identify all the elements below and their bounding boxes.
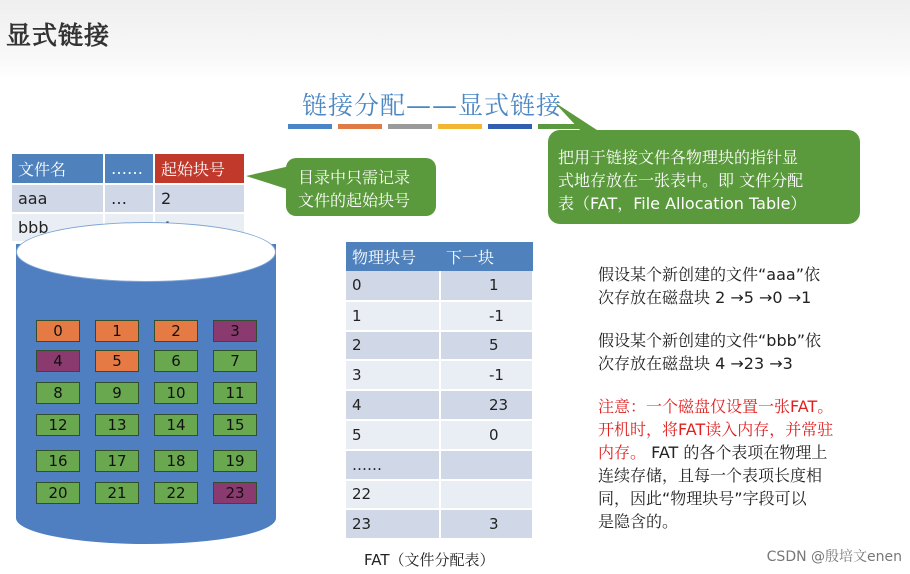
disk-block: 0 bbox=[36, 320, 80, 342]
fat-block-number: 0 bbox=[346, 271, 440, 301]
title-color-bar bbox=[488, 124, 532, 129]
callout-line: 文件的起始块号 bbox=[298, 191, 411, 210]
callout-line: 目录中只需记录 bbox=[298, 168, 411, 187]
dir-header-start-block: 起始块号 bbox=[154, 154, 245, 184]
dir-cell: … bbox=[104, 184, 154, 213]
fat-next-block: 5 bbox=[440, 331, 533, 361]
fat-block-number: 22 bbox=[346, 480, 440, 510]
para-line: 次存放在磁盘块 4 →23 →3 bbox=[598, 354, 793, 373]
title-color-bar bbox=[438, 124, 482, 129]
dir-header-filename: 文件名 bbox=[12, 154, 104, 184]
disk-block: 1 bbox=[95, 320, 139, 342]
fat-block-number: 4 bbox=[346, 390, 440, 420]
note-line-red: 内存。 bbox=[598, 443, 647, 462]
disk-block: 6 bbox=[154, 350, 198, 372]
fat-next-block: -1 bbox=[440, 360, 533, 390]
disk-block: 2 bbox=[154, 320, 198, 342]
callout-line: 把用于链接文件各物理块的指针显 bbox=[558, 148, 799, 167]
disk-top bbox=[16, 222, 276, 282]
slide-title: 链接分配——显式链接 bbox=[302, 91, 563, 120]
disk-block: 21 bbox=[95, 482, 139, 504]
dir-header-ellipsis: …… bbox=[104, 154, 154, 184]
table-row bbox=[346, 450, 533, 480]
callout-line: 表（FAT，File Allocation Table） bbox=[558, 194, 807, 213]
disk-block: 13 bbox=[95, 414, 139, 436]
disk-block: 8 bbox=[36, 382, 80, 404]
fat-header-block: 物理块号 bbox=[346, 242, 440, 271]
fat-block-number: 5 bbox=[346, 420, 440, 450]
title-band bbox=[0, 0, 910, 80]
disk-block: 7 bbox=[213, 350, 257, 372]
disk-block: 12 bbox=[36, 414, 80, 436]
fat-next-block bbox=[440, 480, 533, 510]
paragraph-bbb bbox=[598, 329, 821, 375]
title-color-bars bbox=[288, 124, 582, 129]
fat-next-block: 1 bbox=[440, 271, 533, 301]
note-tail: FAT 的各个表项在物理上 bbox=[646, 443, 828, 462]
disk-block: 11 bbox=[213, 382, 257, 404]
dir-cell: 2 bbox=[154, 184, 245, 213]
dir-cell: aaa bbox=[12, 184, 104, 213]
disk-block: 9 bbox=[95, 382, 139, 404]
para-line: 假设某个新创建的文件“aaa”依 bbox=[598, 265, 820, 284]
fat-block-number: 23 bbox=[346, 509, 440, 539]
table-row bbox=[346, 390, 533, 420]
note-line-red: 开机时，将FAT读入内存，并常驻 bbox=[598, 420, 834, 439]
table-row bbox=[12, 184, 245, 213]
disk-block: 22 bbox=[154, 482, 198, 504]
fat-next-block bbox=[440, 450, 533, 480]
fat-next-block: -1 bbox=[440, 301, 533, 331]
table-row bbox=[346, 480, 533, 510]
fat-next-block: 0 bbox=[440, 420, 533, 450]
fat-callout-text bbox=[558, 146, 806, 215]
note-line-red: 注意：一个磁盘仅设置一张FAT。 bbox=[598, 397, 834, 416]
fat-block-number: …… bbox=[346, 450, 440, 480]
paragraph-note bbox=[598, 395, 833, 533]
note-line: 同，因此“物理块号”字段可以 bbox=[598, 489, 807, 508]
disk-block: 14 bbox=[154, 414, 198, 436]
fat-next-block: 3 bbox=[440, 509, 533, 539]
directory-callout-text bbox=[298, 166, 410, 212]
title-color-bar bbox=[338, 124, 382, 129]
disk-block: 10 bbox=[154, 382, 198, 404]
paragraph-aaa bbox=[598, 263, 820, 309]
table-row bbox=[346, 301, 533, 331]
title-color-bar bbox=[288, 124, 332, 129]
table-row bbox=[346, 331, 533, 361]
table-row bbox=[346, 360, 533, 390]
para-line: 假设某个新创建的文件“bbb”依 bbox=[598, 331, 822, 350]
table-row bbox=[346, 509, 533, 539]
fat-next-block: 23 bbox=[440, 390, 533, 420]
note-line: 连续存储，且每一个表项长度相 bbox=[598, 466, 823, 485]
para-line: 次存放在磁盘块 2 →5 →0 →1 bbox=[598, 288, 812, 307]
fat-block-number: 3 bbox=[346, 360, 440, 390]
disk-block: 18 bbox=[154, 450, 198, 472]
fat-caption: FAT（文件分配表） bbox=[364, 551, 495, 569]
callout-line: 式地存放在一张表中。即 文件分配 bbox=[558, 171, 804, 190]
fat-table bbox=[346, 242, 534, 540]
table-row bbox=[346, 271, 533, 301]
fat-header-next: 下一块 bbox=[440, 242, 533, 271]
disk-block: 19 bbox=[213, 450, 257, 472]
disk-block: 3 bbox=[213, 320, 257, 342]
disk-block: 23 bbox=[213, 482, 257, 504]
fat-block-number: 1 bbox=[346, 301, 440, 331]
fat-block-number: 2 bbox=[346, 331, 440, 361]
table-row bbox=[346, 420, 533, 450]
disk-block: 5 bbox=[95, 350, 139, 372]
dir-cell: bbb bbox=[12, 213, 104, 242]
disk-block: 16 bbox=[36, 450, 80, 472]
disk-block: 15 bbox=[213, 414, 257, 436]
note-line: 是隐含的。 bbox=[598, 512, 679, 531]
disk-block: 17 bbox=[95, 450, 139, 472]
watermark: CSDN @殷培文enen bbox=[766, 549, 902, 565]
title-color-bar bbox=[388, 124, 432, 129]
disk-block: 20 bbox=[36, 482, 80, 504]
page-title: 显式链接 bbox=[6, 21, 111, 50]
disk-block: 4 bbox=[36, 350, 80, 372]
